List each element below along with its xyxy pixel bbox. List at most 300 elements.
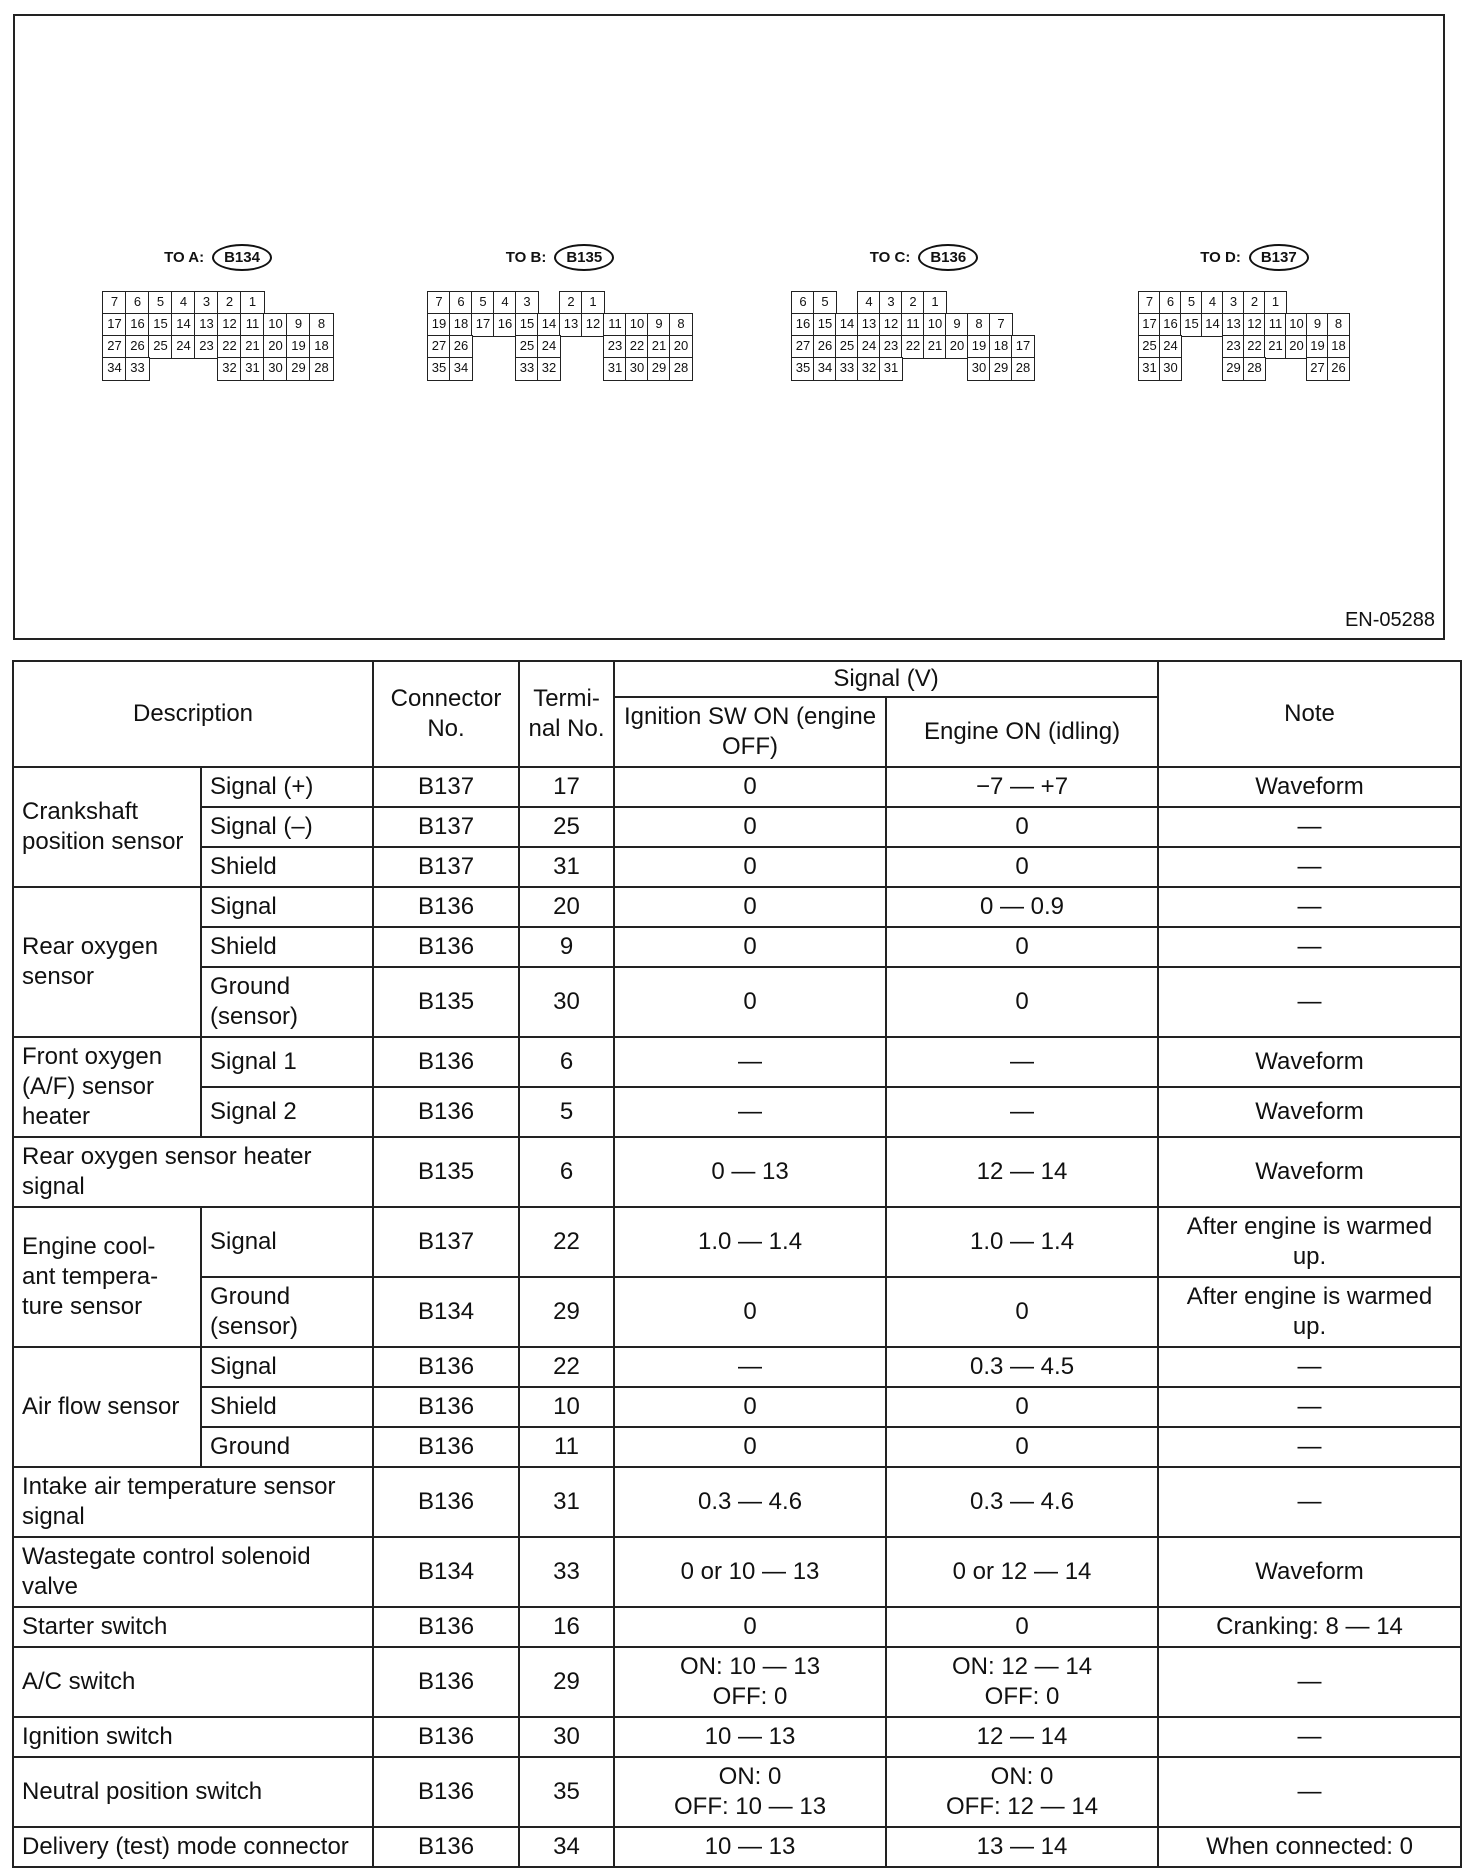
terminal-cell: 31 (240, 357, 265, 381)
terminal-cell: 27 (1306, 357, 1329, 381)
terminal-cell: 19 (967, 335, 991, 359)
row-note: — (1158, 1757, 1461, 1827)
row-terminal: 17 (519, 767, 614, 807)
terminal-cell: 13 (559, 313, 583, 337)
terminal-cell (471, 335, 495, 359)
terminal-cell: 17 (471, 313, 495, 337)
row-note: — (1158, 807, 1461, 847)
row-connector: B134 (373, 1537, 519, 1607)
terminal-cell: 31 (603, 357, 627, 381)
terminal-cell: 5 (148, 291, 173, 315)
terminal-cell: 21 (647, 335, 671, 359)
row-engine-on: ON: 0 OFF: 12 — 14 (886, 1757, 1158, 1827)
terminal-cell: 21 (240, 335, 265, 359)
row-description: Crankshaft position sensor (13, 767, 201, 887)
terminal-cell: 8 (1327, 313, 1350, 337)
terminal-cell: 27 (102, 335, 127, 359)
terminal-cell: 25 (835, 335, 859, 359)
row-connector: B134 (373, 1277, 519, 1347)
terminal-cell: 15 (813, 313, 837, 337)
row-connector: B136 (373, 927, 519, 967)
row-ignition-on: 0 (614, 1427, 886, 1467)
connector-prefix: TO C: (869, 248, 911, 266)
row-connector: B136 (373, 1757, 519, 1827)
row-connector: B136 (373, 1037, 519, 1087)
terminal-cell: 1 (923, 291, 947, 315)
terminal-cell: 3 (194, 291, 219, 315)
table-row (13, 1467, 1461, 1537)
signal-table (12, 660, 1462, 1868)
terminal-cell: 16 (125, 313, 150, 337)
terminal-cell: 28 (1243, 357, 1266, 381)
terminal-cell (967, 291, 991, 315)
row-terminal: 11 (519, 1427, 614, 1467)
terminal-cell: 2 (901, 291, 925, 315)
row-sub-description: Ground (201, 1427, 373, 1467)
row-engine-on: 0 (886, 1387, 1158, 1427)
terminal-cell (171, 357, 196, 381)
row-note: — (1158, 887, 1461, 927)
terminal-cell (148, 357, 173, 381)
terminal-cell: 19 (1306, 335, 1329, 359)
terminal-cell: 18 (989, 335, 1013, 359)
row-note: — (1158, 1347, 1461, 1387)
terminal-cell: 6 (449, 291, 473, 315)
row-note: Cranking: 8 — 14 (1158, 1607, 1461, 1647)
signal-table-wrapper (12, 660, 1460, 1868)
terminal-cell: 1 (581, 291, 605, 315)
terminal-cell: 7 (989, 313, 1013, 337)
terminal-cell: 10 (263, 313, 288, 337)
row-note: Waveform (1158, 1537, 1461, 1607)
row-engine-on: 0 (886, 1427, 1158, 1467)
terminal-cell (669, 291, 693, 315)
row-sub-description: Signal (201, 1207, 373, 1277)
row-terminal: 31 (519, 847, 614, 887)
terminal-cell: 20 (669, 335, 693, 359)
terminal-cell: 24 (171, 335, 196, 359)
row-ignition-on: ON: 0 OFF: 10 — 13 (614, 1757, 886, 1827)
terminal-cell (1033, 335, 1057, 359)
row-ignition-on: 0 — 13 (614, 1137, 886, 1207)
row-engine-on: 0 (886, 1277, 1158, 1347)
terminal-cell (1348, 313, 1371, 337)
row-ignition-on: 0 (614, 767, 886, 807)
terminal-cell: 34 (449, 357, 473, 381)
row-description: Rear oxygen sensor (13, 887, 201, 1037)
table-row (13, 1607, 1461, 1647)
terminal-cell: 24 (537, 335, 561, 359)
terminal-cell: 14 (1201, 313, 1224, 337)
terminal-cell: 35 (791, 357, 815, 381)
terminal-cell (1033, 291, 1057, 315)
row-sub-description: Shield (201, 927, 373, 967)
connector-prefix: TO B: (505, 248, 547, 266)
terminal-cell: 31 (879, 357, 903, 381)
terminal-cell: 33 (835, 357, 859, 381)
terminal-cell: 34 (813, 357, 837, 381)
row-connector: B136 (373, 1607, 519, 1647)
header-ignition-on: Ignition SW ON (engine OFF) (614, 697, 886, 767)
row-engine-on: ON: 12 — 14 OFF: 0 (886, 1647, 1158, 1717)
row-terminal: 6 (519, 1037, 614, 1087)
row-sub-description: Signal 2 (201, 1087, 373, 1137)
row-engine-on: −7 — +7 (886, 767, 1158, 807)
terminal-cell: 23 (603, 335, 627, 359)
terminal-cell (901, 357, 925, 381)
terminal-cell: 22 (1243, 335, 1266, 359)
row-terminal: 22 (519, 1347, 614, 1387)
connector-diagram (13, 14, 1445, 640)
terminal-cell: 15 (515, 313, 539, 337)
terminal-cell: 9 (286, 313, 311, 337)
header-connector: Connector No. (373, 661, 519, 767)
row-description: A/C switch (13, 1647, 373, 1717)
connector-prefix: TO A: (164, 248, 205, 266)
diagram-code: EN-05288 (1344, 609, 1435, 631)
table-row (13, 927, 1461, 967)
terminal-cell (1201, 335, 1224, 359)
terminal-cell (286, 291, 311, 315)
row-terminal: 16 (519, 1607, 614, 1647)
table-row (13, 1717, 1461, 1757)
row-description: Neutral position switch (13, 1757, 373, 1827)
terminal-cell: 14 (835, 313, 859, 337)
table-row (13, 1387, 1461, 1427)
terminal-cell: 7 (427, 291, 451, 315)
row-engine-on: 13 — 14 (886, 1827, 1158, 1867)
row-ignition-on: — (614, 1347, 886, 1387)
row-terminal: 6 (519, 1137, 614, 1207)
row-note: — (1158, 1647, 1461, 1717)
terminal-cell: 4 (857, 291, 881, 315)
terminal-cell: 11 (603, 313, 627, 337)
row-terminal: 22 (519, 1207, 614, 1277)
row-ignition-on: 0 or 10 — 13 (614, 1537, 886, 1607)
connector-prefix: TO D: (1200, 248, 1241, 266)
header-row (13, 661, 1461, 697)
row-description: Engine cool- ant tempera- ture sensor (13, 1207, 201, 1347)
terminal-cell: 1 (240, 291, 265, 315)
terminal-cell: 19 (427, 313, 451, 337)
row-connector: B136 (373, 1467, 519, 1537)
terminal-grid (792, 292, 1056, 380)
row-note: Waveform (1158, 1037, 1461, 1087)
terminal-cell: 2 (559, 291, 583, 315)
row-description: Rear oxygen sensor heater signal (13, 1137, 373, 1207)
row-ignition-on: 10 — 13 (614, 1717, 886, 1757)
connector-b134 (103, 240, 333, 380)
connector-b137 (1139, 240, 1370, 380)
terminal-cell (603, 291, 627, 315)
terminal-cell: 16 (791, 313, 815, 337)
terminal-cell: 17 (102, 313, 127, 337)
row-engine-on: — (886, 1087, 1158, 1137)
terminal-cell: 15 (148, 313, 173, 337)
row-ignition-on: ON: 10 — 13 OFF: 0 (614, 1647, 886, 1717)
terminal-cell: 26 (449, 335, 473, 359)
row-connector: B137 (373, 1207, 519, 1277)
terminal-cell: 11 (1264, 313, 1287, 337)
row-terminal: 5 (519, 1087, 614, 1137)
terminal-cell (1285, 357, 1308, 381)
row-engine-on: 0 (886, 807, 1158, 847)
row-ignition-on: — (614, 1087, 886, 1137)
row-engine-on: 0.3 — 4.6 (886, 1467, 1158, 1537)
terminal-cell: 7 (1138, 291, 1161, 315)
terminal-cell (1011, 313, 1035, 337)
terminal-cell (309, 291, 334, 315)
terminal-cell: 24 (1159, 335, 1182, 359)
row-connector: B135 (373, 1137, 519, 1207)
terminal-cell: 11 (901, 313, 925, 337)
row-sub-description: Signal 1 (201, 1037, 373, 1087)
terminal-cell (1348, 291, 1371, 315)
terminal-cell (1033, 313, 1057, 337)
row-engine-on: 0 (886, 967, 1158, 1037)
terminal-cell: 28 (309, 357, 334, 381)
header-note: Note (1158, 661, 1461, 767)
terminal-cell: 28 (669, 357, 693, 381)
table-row (13, 1037, 1461, 1087)
row-description: Intake air temperature sensor signal (13, 1467, 373, 1537)
terminal-cell (945, 291, 969, 315)
row-terminal: 20 (519, 887, 614, 927)
terminal-cell: 4 (171, 291, 196, 315)
table-row (13, 807, 1461, 847)
row-ignition-on: 0 (614, 1387, 886, 1427)
table-row (13, 887, 1461, 927)
header-description: Description (13, 661, 373, 767)
terminal-cell: 28 (1011, 357, 1035, 381)
terminal-cell: 25 (515, 335, 539, 359)
row-engine-on: 0 or 12 — 14 (886, 1537, 1158, 1607)
terminal-cell: 8 (669, 313, 693, 337)
terminal-cell (581, 335, 605, 359)
connector-id: B137 (1249, 244, 1309, 271)
table-row (13, 1537, 1461, 1607)
terminal-cell: 12 (581, 313, 605, 337)
terminal-cell (1306, 291, 1329, 315)
row-terminal: 29 (519, 1647, 614, 1717)
table-row (13, 1087, 1461, 1137)
row-connector: B136 (373, 1347, 519, 1387)
row-connector: B136 (373, 1387, 519, 1427)
table-row (13, 847, 1461, 887)
terminal-cell: 21 (1264, 335, 1287, 359)
table-row (13, 767, 1461, 807)
terminal-cell: 19 (286, 335, 311, 359)
terminal-cell: 5 (471, 291, 495, 315)
row-note: — (1158, 1387, 1461, 1427)
terminal-cell: 32 (537, 357, 561, 381)
terminal-cell (559, 335, 583, 359)
terminal-cell: 12 (879, 313, 903, 337)
table-row (13, 1427, 1461, 1467)
terminal-cell: 10 (923, 313, 947, 337)
terminal-cell (493, 357, 517, 381)
terminal-cell (1348, 357, 1371, 381)
terminal-cell: 3 (515, 291, 539, 315)
connector-b136 (792, 240, 1056, 380)
row-sub-description: Signal (+) (201, 767, 373, 807)
terminal-cell: 34 (102, 357, 127, 381)
table-row (13, 967, 1461, 1037)
terminal-cell (923, 357, 947, 381)
row-ignition-on: 0 (614, 1607, 886, 1647)
terminal-cell: 26 (125, 335, 150, 359)
table-row (13, 1137, 1461, 1207)
terminal-cell: 25 (1138, 335, 1161, 359)
table-row (13, 1347, 1461, 1387)
row-engine-on: 0 (886, 1607, 1158, 1647)
terminal-cell (989, 291, 1013, 315)
row-note: — (1158, 847, 1461, 887)
row-note: — (1158, 1427, 1461, 1467)
terminal-cell: 26 (813, 335, 837, 359)
row-description: Wastegate control solenoid valve (13, 1537, 373, 1607)
terminal-cell: 18 (449, 313, 473, 337)
terminal-cell: 23 (1222, 335, 1245, 359)
terminal-cell: 20 (263, 335, 288, 359)
row-note: — (1158, 967, 1461, 1037)
terminal-cell: 20 (945, 335, 969, 359)
terminal-cell (581, 357, 605, 381)
table-row (13, 1647, 1461, 1717)
terminal-cell: 9 (945, 313, 969, 337)
terminal-cell (537, 291, 561, 315)
row-terminal: 34 (519, 1827, 614, 1867)
terminal-cell: 32 (857, 357, 881, 381)
row-note: After engine is warmed up. (1158, 1277, 1461, 1347)
terminal-cell: 23 (194, 335, 219, 359)
row-terminal: 35 (519, 1757, 614, 1827)
row-terminal: 31 (519, 1467, 614, 1537)
row-connector: B137 (373, 767, 519, 807)
terminal-cell: 30 (263, 357, 288, 381)
row-note: After engine is warmed up. (1158, 1207, 1461, 1277)
header-engine-on: Engine ON (idling) (886, 697, 1158, 767)
row-connector: B137 (373, 807, 519, 847)
terminal-cell (194, 357, 219, 381)
terminal-grid (428, 292, 692, 380)
terminal-cell: 6 (791, 291, 815, 315)
row-terminal: 30 (519, 1717, 614, 1757)
row-engine-on: 12 — 14 (886, 1717, 1158, 1757)
terminal-cell: 17 (1138, 313, 1161, 337)
row-description: Starter switch (13, 1607, 373, 1647)
terminal-cell: 14 (537, 313, 561, 337)
table-row (13, 1277, 1461, 1347)
row-ignition-on: 0 (614, 887, 886, 927)
row-connector: B136 (373, 887, 519, 927)
terminal-cell: 9 (1306, 313, 1329, 337)
terminal-cell: 31 (1138, 357, 1161, 381)
terminal-cell: 4 (493, 291, 517, 315)
terminal-cell: 9 (647, 313, 671, 337)
terminal-cell: 33 (125, 357, 150, 381)
terminal-cell: 26 (1327, 357, 1350, 381)
terminal-cell (559, 357, 583, 381)
row-connector: B135 (373, 967, 519, 1037)
terminal-cell (835, 291, 859, 315)
row-ignition-on: 0 (614, 1277, 886, 1347)
row-connector: B137 (373, 847, 519, 887)
row-sub-description: Shield (201, 1387, 373, 1427)
row-note: Waveform (1158, 1087, 1461, 1137)
row-engine-on: 0 — 0.9 (886, 887, 1158, 927)
table-row (13, 1827, 1461, 1867)
terminal-cell: 24 (857, 335, 881, 359)
terminal-cell (471, 357, 495, 381)
row-ignition-on: 10 — 13 (614, 1827, 886, 1867)
terminal-cell: 13 (1222, 313, 1245, 337)
terminal-cell: 15 (1180, 313, 1203, 337)
terminal-cell: 12 (1243, 313, 1266, 337)
row-connector: B136 (373, 1647, 519, 1717)
terminal-cell (625, 291, 649, 315)
connector-id: B134 (212, 244, 272, 271)
terminal-cell (1180, 335, 1203, 359)
terminal-cell: 7 (102, 291, 127, 315)
terminal-cell: 17 (1011, 335, 1035, 359)
header-terminal: Termi- nal No. (519, 661, 614, 767)
terminal-cell: 3 (1222, 291, 1245, 315)
terminal-cell: 23 (879, 335, 903, 359)
terminal-cell: 16 (493, 313, 517, 337)
terminal-cell: 33 (515, 357, 539, 381)
terminal-cell: 14 (171, 313, 196, 337)
connector-b135 (428, 240, 692, 380)
terminal-cell: 8 (967, 313, 991, 337)
row-sub-description: Ground (sensor) (201, 967, 373, 1037)
terminal-cell: 18 (1327, 335, 1350, 359)
terminal-cell (647, 291, 671, 315)
row-connector: B136 (373, 1717, 519, 1757)
terminal-cell: 10 (1285, 313, 1308, 337)
terminal-cell (1201, 357, 1224, 381)
terminal-cell (1033, 357, 1057, 381)
terminal-cell (1348, 335, 1371, 359)
row-terminal: 9 (519, 927, 614, 967)
terminal-cell: 2 (1243, 291, 1266, 315)
terminal-cell: 13 (194, 313, 219, 337)
terminal-cell: 6 (1159, 291, 1182, 315)
row-ignition-on: 0.3 — 4.6 (614, 1467, 886, 1537)
row-ignition-on: — (614, 1037, 886, 1087)
terminal-cell: 30 (625, 357, 649, 381)
terminal-cell: 29 (286, 357, 311, 381)
row-engine-on: 1.0 — 1.4 (886, 1207, 1158, 1277)
terminal-cell: 22 (217, 335, 242, 359)
row-engine-on: 0.3 — 4.5 (886, 1347, 1158, 1387)
terminal-cell (1011, 291, 1035, 315)
terminal-cell: 3 (879, 291, 903, 315)
row-ignition-on: 0 (614, 967, 886, 1037)
terminal-cell (1285, 291, 1308, 315)
terminal-cell: 12 (217, 313, 242, 337)
terminal-cell: 5 (813, 291, 837, 315)
row-terminal: 25 (519, 807, 614, 847)
terminal-cell: 4 (1201, 291, 1224, 315)
row-ignition-on: 0 (614, 807, 886, 847)
terminal-cell: 8 (309, 313, 334, 337)
terminal-cell: 29 (1222, 357, 1245, 381)
row-connector: B136 (373, 1827, 519, 1867)
row-sub-description: Signal (201, 887, 373, 927)
row-engine-on: 0 (886, 847, 1158, 887)
terminal-cell: 29 (989, 357, 1013, 381)
